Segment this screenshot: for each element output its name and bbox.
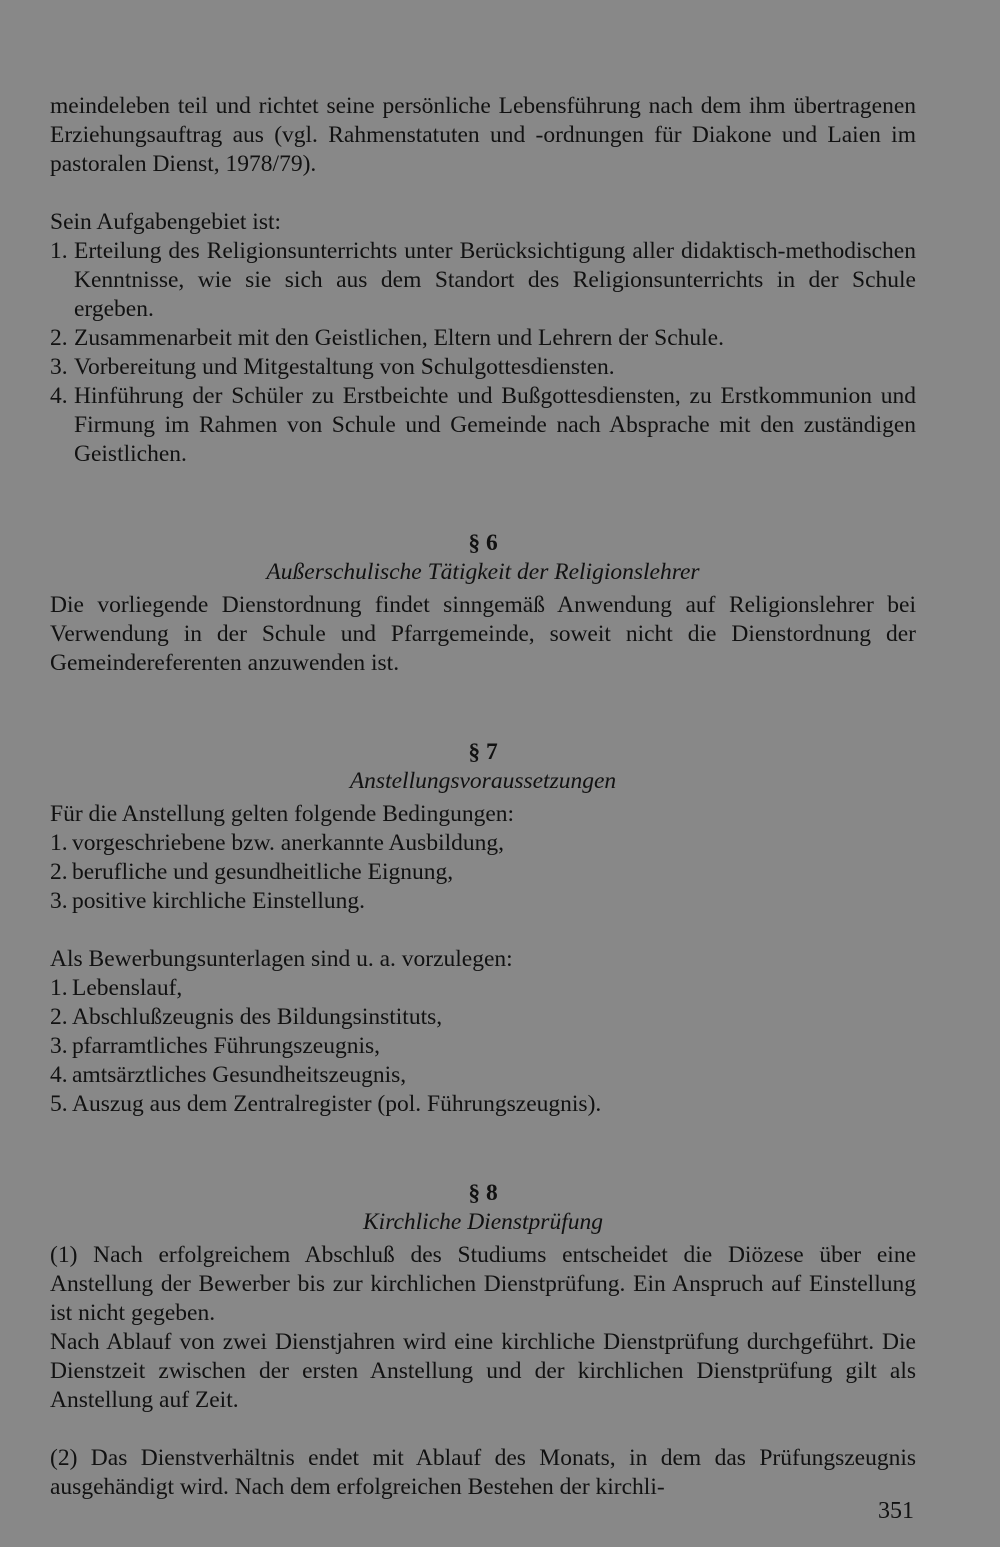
section-8-paragraph-1: (1) Nach erfolgreichem Abschluß des Studiums entscheidet die Diözese über eine Anstellung der Bewerber bis zur kirchlichen Dienstprüfung. Ein Anspruch auf Einstellung ist nicht gegeben. [50,1242,916,1326]
item-number: 4. [50,1062,68,1088]
item-text: vorgeschriebene bzw. anerkannte Ausbildung, [72,830,505,856]
list-item [50,829,916,858]
documents-heading: Als Bewerbungsunterlagen sind u. a. vorzulegen: [50,946,513,972]
item-text: Erteilung des Religionsunterrichts unter Berücksichtigung aller didaktisch-methodischen Kenntnisse, wie sie sich aus dem Standort des Religionsunterrichts in der Schule ergeben. [74,238,916,322]
list-item [50,324,916,353]
item-text: Lebenslauf, [72,975,183,1001]
tasks-heading: Sein Aufgabengebiet ist: [50,209,282,235]
item-number: 3. [50,354,68,380]
spacer [50,1415,916,1444]
spacer [50,179,916,208]
item-number: 5. [50,1091,68,1117]
item-text: Zusammenarbeit mit den Geistlichen, Eltern und Lehrern der Schule. [74,325,724,351]
item-text: pfarramtliches Führungszeugnis, [72,1033,381,1059]
list-item [50,237,916,324]
list-item [50,974,916,1003]
item-text: Hinführung der Schüler zu Erstbeichte und Bußgottesdiensten, zu Erstkommunion und Firmung im Rahmen von Schule und Gemeinde nach Absprache mit den zuständigen Geistlichen. [74,383,916,467]
item-number: 1. [50,975,68,1001]
spacer [50,469,916,529]
item-number: 3. [50,888,68,914]
tasks-list [50,237,916,469]
spacer [50,1119,916,1179]
section-6-text: Die vorliegende Dienstordnung findet sinngemäß Anwendung auf Religionslehrer bei Verwendung in der Schule und Pfarrgemeinde, soweit nicht die Dienstordnung der Gemeindereferenten anzuwenden ist. [50,592,916,676]
item-text: positive kirchliche Einstellung. [72,888,366,914]
list-item [50,1090,916,1119]
list-item [50,353,916,382]
section-6-number: § 6 [468,530,498,556]
section-8-paragraph-2: (2) Das Dienstverhältnis endet mit Ablauf des Monats, in dem das Prüfungszeugnis ausgehändigt wird. Nach dem erfolgreichen Bestehen der kirchli- [50,1445,916,1500]
list-item [50,1061,916,1090]
conditions-heading: Für die Anstellung gelten folgende Bedingungen: [50,801,515,827]
document-page [50,92,916,1502]
intro-paragraph: meindeleben teil und richtet seine persönliche Lebensführung nach dem ihm übertragenen Erziehungsauftrag aus (vgl. Rahmenstatuten und -ordnungen für Diakone und Laien im pastoralen Dienst, 1978/79). [50,93,916,177]
list-item [50,1032,916,1061]
item-text: Vorbereitung und Mitgestaltung von Schulgottesdiensten. [74,354,615,380]
item-number: 4. [50,383,68,409]
item-number: 3. [50,1033,68,1059]
spacer [50,678,916,738]
section-7-title: Anstellungsvoraussetzungen [349,768,617,794]
list-item [50,382,916,469]
section-8-number: § 8 [468,1180,498,1206]
section-6-title: Außerschulische Tätigkeit der Religionslehrer [266,559,700,585]
section-8-title: Kirchliche Dienstprüfung [363,1209,603,1235]
item-text: berufliche und gesundheitliche Eignung, [72,859,454,885]
item-text: Abschlußzeugnis des Bildungsinstituts, [72,1004,443,1030]
item-number: 1. [50,830,68,856]
item-number: 2. [50,325,68,351]
documents-list [50,974,916,1119]
item-text: Auszug aus dem Zentralregister (pol. Führungszeugnis). [72,1091,602,1117]
spacer [50,916,916,945]
page-number: 351 [878,1498,914,1524]
section-8-paragraph-1b: Nach Ablauf von zwei Dienstjahren wird eine kirchliche Dienstprüfung durchgeführt. Die Dienstzeit zwischen der ersten Anstellung und der kirchlichen Dienstprüfung gilt als Anstellung auf Zeit. [50,1329,916,1413]
item-text: amtsärztliches Gesundheitszeugnis, [72,1062,407,1088]
conditions-list [50,829,916,916]
item-number: 2. [50,859,68,885]
list-item [50,887,916,916]
list-item [50,858,916,887]
item-number: 2. [50,1004,68,1030]
item-number: 1. [50,238,68,264]
list-item [50,1003,916,1032]
section-7-number: § 7 [468,739,498,765]
